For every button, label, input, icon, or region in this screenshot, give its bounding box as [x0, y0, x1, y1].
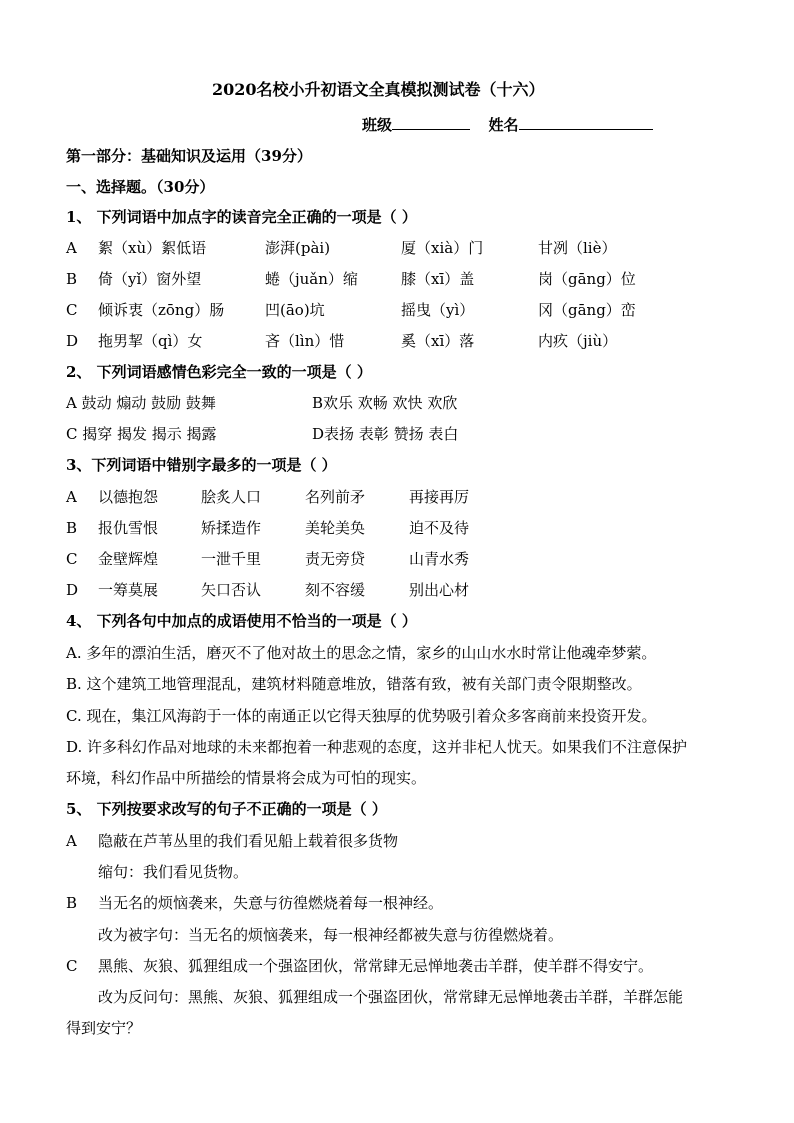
option-item: 矢口否认 — [201, 581, 262, 599]
option-item: 一筹莫展 — [98, 581, 159, 599]
q5-option-a: 隐蔽在芦苇丛里的我们看见船上载着很多货物 — [98, 832, 399, 850]
option-item: 再接再厉 — [409, 488, 470, 506]
option-letter: C — [66, 550, 78, 568]
option-item: 甘冽（liè） — [538, 239, 617, 257]
option-item: 内疚（jiù） — [538, 332, 618, 350]
exam-title: 2020名校小升初语文全真模拟测试卷（十六） — [212, 80, 545, 99]
option-item: 冈（gāng）峦 — [538, 301, 636, 319]
option-letter: C — [66, 301, 78, 319]
q4-option-d: D. 许多科幻作品对地球的未来都抱着一种悲观的态度，这并非杞人忧天。如果我们不注意保护 — [66, 738, 688, 756]
class-label: 班级 — [362, 116, 393, 134]
q5-option-a-rewrite: 缩句：我们看见货物。 — [98, 863, 249, 881]
name-blank — [519, 113, 653, 130]
option-item: 倾诉衷（zōng）肠 — [98, 301, 225, 319]
class-blank — [392, 113, 470, 130]
option-letter: A — [66, 832, 77, 850]
option-letter: D — [66, 581, 79, 599]
q3-stem: 3、下列词语中错别字最多的一项是（ ） — [66, 456, 337, 474]
q5-option-b: 当无名的烦恼袭来，失意与彷徨燃烧着每一根神经。 — [98, 894, 444, 912]
q5-option-b-rewrite: 改为被字句：当无名的烦恼袭来，每一根神经都被失意与彷徨燃烧着。 — [98, 926, 564, 944]
option-item: 报仇雪恨 — [98, 519, 159, 537]
option-item: 美轮美奂 — [305, 519, 366, 537]
option-item: 名列前矛 — [305, 488, 366, 506]
option-item: 一泄千里 — [201, 550, 262, 568]
q2-option-right: B欢乐 欢畅 欢快 欢欣 — [312, 394, 458, 412]
option-item: 凹(āo)坑 — [265, 301, 325, 319]
option-item: 澎湃(pài) — [265, 239, 331, 257]
option-item: 蜷（juǎn）缩 — [265, 270, 358, 288]
option-letter: A — [66, 488, 77, 506]
q4-option-c: C. 现在，集江风海韵于一体的南通正以它得天独厚的优势吸引着众多客商前来投资开发。 — [66, 707, 657, 725]
q1-stem: 1、 下列词语中加点字的读音完全正确的一项是（ ） — [66, 208, 417, 226]
option-item: 膝（xī）盖 — [401, 270, 475, 288]
option-item: 山青水秀 — [409, 550, 470, 568]
option-letter: C — [66, 957, 78, 975]
option-item: 脍炙人口 — [201, 488, 262, 506]
option-letter: B — [66, 270, 78, 288]
option-letter: B — [66, 894, 78, 912]
option-item: 摇曳（yì） — [401, 301, 475, 319]
class-name-line — [362, 113, 653, 135]
option-item: 刻不容缓 — [305, 581, 366, 599]
q5-option-c-rewrite-cont: 得到安宁？ — [66, 1019, 142, 1037]
q4-option-a: A. 多年的漂泊生活，磨灭不了他对故土的思念之情，家乡的山山水水时常让他魂牵梦萦。 — [66, 644, 657, 662]
section-heading: 一、选择题。（30分） — [66, 178, 215, 196]
q4-stem: 4、 下列各句中加点的成语使用不恰当的一项是（ ） — [66, 612, 417, 630]
option-item: 以德抱怨 — [98, 488, 159, 506]
option-item: 矫揉造作 — [201, 519, 262, 537]
q2-option-left: C 揭穿 揭发 揭示 揭露 — [66, 425, 217, 443]
name-label: 姓名 — [488, 116, 519, 134]
q2-stem: 2、 下列词语感情色彩完全一致的一项是（ ） — [66, 363, 372, 381]
q2-option-right: D表扬 表彰 赞扬 表白 — [312, 425, 459, 443]
part-heading: 第一部分：基础知识及运用（39分） — [66, 147, 312, 165]
option-item: 倚（yǐ）窗外望 — [98, 270, 202, 288]
option-item: 絮（xù）絮低语 — [98, 239, 207, 257]
q4-option-b: B. 这个建筑工地管理混乱，建筑材料随意堆放，错落有致，被有关部门责令限期整改。 — [66, 675, 642, 693]
q5-option-c: 黑熊、灰狼、狐狸组成一个强盗团伙，常常肆无忌惮地袭击羊群，使羊群不得安宁。 — [98, 957, 654, 975]
option-item: 别出心材 — [409, 581, 470, 599]
q2-option-left: A 鼓动 煽动 鼓励 鼓舞 — [66, 394, 216, 412]
option-item: 岗（gāng）位 — [538, 270, 636, 288]
option-letter: A — [66, 239, 77, 257]
q4-option-d-cont: 环境，科幻作品中所描绘的情景将会成为可怕的现实。 — [66, 769, 427, 787]
option-item: 厦（xià）门 — [401, 239, 484, 257]
option-item: 吝（lìn）惜 — [265, 332, 345, 350]
option-item: 拖男挈（qì）女 — [98, 332, 203, 350]
option-letter: B — [66, 519, 78, 537]
option-item: 责无旁贷 — [305, 550, 366, 568]
option-item: 奚（xī）落 — [401, 332, 475, 350]
option-item: 迫不及待 — [409, 519, 470, 537]
option-item: 金壁辉煌 — [98, 550, 159, 568]
q5-stem: 5、 下列按要求改写的句子不正确的一项是（ ） — [66, 800, 387, 818]
q5-option-c-rewrite: 改为反问句：黑熊、灰狼、狐狸组成一个强盗团伙，常常肆无忌惮地袭击羊群，羊群怎能 — [98, 988, 684, 1006]
option-letter: D — [66, 332, 79, 350]
